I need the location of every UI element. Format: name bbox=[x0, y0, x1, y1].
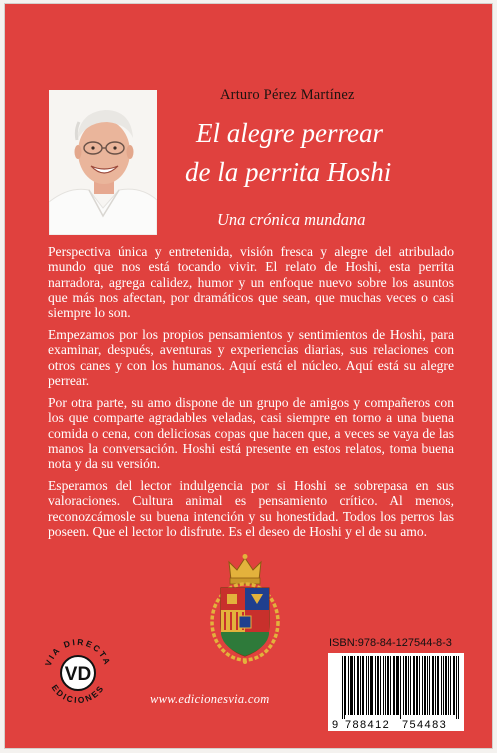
barcode-bar bbox=[433, 656, 434, 715]
barcode-bar bbox=[429, 656, 430, 715]
publisher-website[interactable]: www.edicionesvia.com bbox=[150, 692, 270, 706]
barcode-bar bbox=[388, 656, 389, 715]
barcode-bar bbox=[394, 656, 395, 715]
barcode-bar bbox=[398, 656, 399, 715]
book-subtitle: Una crónica mundana bbox=[217, 210, 366, 229]
blurb-paragraph: Empezamos por los propios pensamientos y sentimientos de Hoshi, para examinar, después, aventuras y experiencias diarias, sus relaciones con otros canes y con los humanos. Aquí está el núcleo. Aquí está su alegre perrear. bbox=[48, 327, 454, 388]
blurb-paragraph: Esperamos del lector indulgencia por si Hoshi se sobrepasa en sus valoraciones. Cultura animal es pensamiento crítico. Al menos, reconozcámosle su buena intención y su honestidad. Todos los perros las poseen. Que el lector lo disfrute. Es el deseo de Hoshi y el de su amo. bbox=[48, 478, 454, 539]
publisher-logo bbox=[38, 633, 118, 713]
barcode-bar bbox=[354, 656, 355, 715]
barcode-bar bbox=[424, 656, 425, 715]
barcode-bar bbox=[383, 656, 384, 715]
barcode-bar bbox=[405, 656, 406, 715]
barcode-bar bbox=[410, 656, 411, 715]
barcode-bar bbox=[357, 656, 358, 715]
barcode-bar bbox=[342, 656, 343, 719]
barcode-bar bbox=[348, 656, 349, 715]
barcode-bar bbox=[446, 656, 447, 715]
barcode-bar bbox=[438, 656, 439, 715]
barcode-bar bbox=[344, 656, 345, 719]
publisher-logo-letters: VD bbox=[64, 664, 92, 685]
barcode-bar bbox=[443, 656, 444, 715]
barcode-bar bbox=[406, 656, 407, 715]
barcode-bar bbox=[445, 656, 446, 715]
barcode-digits-left: 788412 bbox=[345, 719, 391, 731]
publisher-logo-top-text: VIA DIRECTA bbox=[42, 636, 114, 668]
barcode-bar bbox=[435, 656, 436, 715]
barcode-bar bbox=[345, 656, 346, 715]
barcode-bar bbox=[458, 656, 459, 719]
barcode-bar bbox=[387, 656, 388, 715]
barcode-bar bbox=[400, 656, 401, 719]
barcode-bar bbox=[363, 656, 364, 715]
barcode-bar bbox=[372, 656, 373, 715]
barcode-bar bbox=[375, 656, 376, 715]
barcode-bar bbox=[396, 656, 397, 715]
barcode-bar bbox=[397, 656, 398, 715]
barcode-bar bbox=[370, 656, 371, 715]
barcode-bar bbox=[450, 656, 451, 715]
barcode-bar bbox=[350, 656, 351, 715]
barcode-bar bbox=[413, 656, 414, 715]
barcode-bar bbox=[358, 656, 359, 715]
author-name: Arturo Pérez Martínez bbox=[220, 87, 355, 103]
barcode-bar bbox=[390, 656, 391, 715]
book-title-line-1: El alegre perrear bbox=[196, 118, 383, 148]
barcode-bar bbox=[360, 656, 361, 715]
barcode-bar bbox=[352, 656, 353, 715]
barcode-bar bbox=[408, 656, 409, 715]
book-title-line-2: de la perrita Hoshi bbox=[185, 157, 392, 187]
barcode-bar bbox=[393, 656, 394, 715]
barcode-bar bbox=[362, 656, 363, 715]
barcode-bar bbox=[448, 656, 449, 715]
barcode bbox=[328, 653, 464, 731]
barcode-bar bbox=[456, 656, 457, 719]
barcode-bar bbox=[432, 656, 433, 715]
barcode-bar bbox=[422, 656, 423, 715]
barcode-bar bbox=[453, 656, 454, 715]
coat-of-arms-icon bbox=[209, 554, 281, 664]
barcode-bar bbox=[368, 656, 369, 715]
barcode-bar bbox=[414, 656, 415, 715]
barcode-bar bbox=[351, 656, 352, 715]
isbn-label: ISBN:978-84-127544-8-3 bbox=[329, 637, 452, 649]
barcode-bar bbox=[437, 656, 438, 715]
barcode-bar bbox=[427, 656, 428, 715]
barcode-bar bbox=[416, 656, 417, 715]
barcode-bar bbox=[425, 656, 426, 715]
blurb-paragraph: Perspectiva única y entretenida, visión fresca y alegre del atribulado mundo que nos está tocando vivir. El relato de Hoshi, esta perrita narradora, agrega calidez, humor y un enfoque nuevo sobre los asuntos que más nos afectan, por dramáticos que sean, que muchas veces o casi siempre lo son. bbox=[48, 244, 454, 321]
publisher-logo-bottom-text: EDICIONES bbox=[49, 682, 107, 706]
book-back-cover bbox=[4, 3, 493, 749]
barcode-digit-prefix: 9 bbox=[332, 719, 339, 731]
author-photo bbox=[49, 90, 157, 235]
barcode-digits-right: 754483 bbox=[402, 719, 448, 731]
barcode-bar bbox=[441, 656, 442, 715]
barcode-bar bbox=[371, 656, 372, 715]
barcode-bar bbox=[378, 656, 379, 715]
barcode-bar bbox=[377, 656, 378, 715]
blurb-paragraph: Por otra parte, su amo dispone de un grupo de amigos y compañeros con los que comparte agradables veladas, casi siempre en torno a una buena comida o cena, con deliciosas copas que hacen que, a veces se vaya de las manos la conversación. Hoshi está presente en estos relatos, toma buena nota y da su versión. bbox=[48, 395, 454, 472]
barcode-bar bbox=[403, 656, 404, 715]
barcode-bar bbox=[419, 656, 420, 715]
barcode-bar bbox=[417, 656, 418, 715]
barcode-bar bbox=[380, 656, 381, 715]
barcode-bar bbox=[454, 656, 455, 715]
barcode-bar bbox=[385, 656, 386, 715]
barcode-bar bbox=[366, 656, 367, 715]
